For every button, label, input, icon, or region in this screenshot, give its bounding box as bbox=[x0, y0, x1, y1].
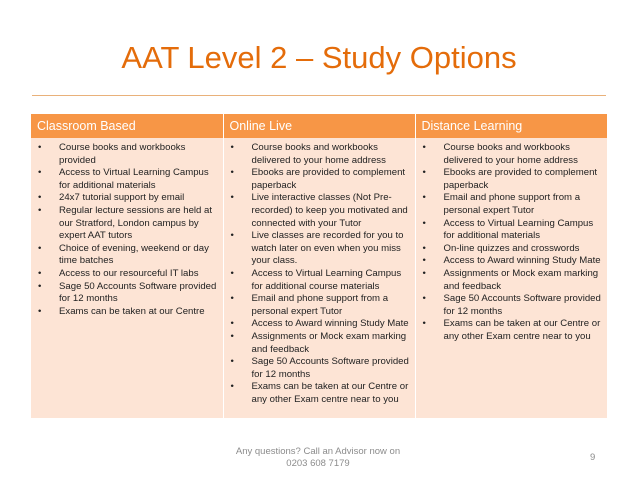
list-item: • Course books and workbooks delivered to your home address bbox=[420, 142, 604, 167]
list-item: • Live interactive classes (Not Pre-recorded) to keep you motivated and connected with your Tutor bbox=[228, 192, 411, 230]
list-item: • Access to Award winning Study Mate bbox=[420, 255, 604, 268]
list-item: • Assignments or Mock exam marking and feedback bbox=[420, 268, 604, 293]
classroom-feature-list bbox=[35, 142, 219, 318]
list-item: • Email and phone support from a personal expert Tutor bbox=[228, 293, 411, 318]
list-item: • Exams can be taken at our Centre or any other Exam centre near to you bbox=[420, 318, 604, 343]
list-item: • Assignments or Mock exam marking and feedback bbox=[228, 331, 411, 356]
column-header-online: Online Live bbox=[223, 114, 415, 138]
list-item: • Regular lecture sessions are held at our Stratford, London campus by expert AAT tutors bbox=[35, 205, 219, 243]
table-header-row bbox=[31, 114, 607, 138]
list-item: • Access to Virtual Learning Campus for additional materials bbox=[420, 218, 604, 243]
list-item: • 24x7 tutorial support by email bbox=[35, 192, 219, 205]
list-item: • Exams can be taken at our Centre or any other Exam centre near to you bbox=[228, 381, 411, 406]
page-number: 9 bbox=[590, 452, 596, 463]
list-item: • Course books and workbooks delivered to your home address bbox=[228, 142, 411, 167]
list-item: • Sage 50 Accounts Software provided for 12 months bbox=[420, 293, 604, 318]
list-item: • Live classes are recorded for you to watch later on even when you miss your class. bbox=[228, 230, 411, 268]
slide-title: AAT Level 2 – Study Options bbox=[121, 40, 517, 75]
column-header-classroom: Classroom Based bbox=[31, 114, 223, 138]
list-item: • Course books and workbooks provided bbox=[35, 142, 219, 167]
list-item: • Sage 50 Accounts Software provided for 12 months bbox=[228, 356, 411, 381]
list-item: • Access to Virtual Learning Campus for additional course materials bbox=[228, 268, 411, 293]
list-item: • Ebooks are provided to complement paperback bbox=[420, 167, 604, 192]
list-item: • Access to our resourceful IT labs bbox=[35, 268, 219, 281]
online-cell bbox=[223, 138, 415, 418]
list-item: • Access to Virtual Learning Campus for additional materials bbox=[35, 167, 219, 192]
distance-feature-list bbox=[420, 142, 604, 344]
list-item: • Ebooks are provided to complement paperback bbox=[228, 167, 411, 192]
classroom-cell bbox=[31, 138, 223, 418]
footer-contact-note: Any questions? Call an Advisor now on 0203 608 7179 bbox=[235, 446, 401, 469]
study-options-table bbox=[31, 114, 607, 418]
column-header-distance: Distance Learning bbox=[415, 114, 607, 138]
title-divider bbox=[32, 95, 606, 96]
list-item: • Choice of evening, weekend or day time batches bbox=[35, 243, 219, 268]
list-item: • Email and phone support from a personal expert Tutor bbox=[420, 192, 604, 217]
list-item: • Exams can be taken at our Centre bbox=[35, 306, 219, 319]
distance-cell bbox=[415, 138, 607, 418]
online-feature-list bbox=[228, 142, 411, 406]
list-item: • Sage 50 Accounts Software provided for 12 months bbox=[35, 281, 219, 306]
list-item: • On-line quizzes and crosswords bbox=[420, 243, 604, 256]
list-item: • Access to Award winning Study Mate bbox=[228, 318, 411, 331]
table-body-row bbox=[31, 138, 607, 418]
